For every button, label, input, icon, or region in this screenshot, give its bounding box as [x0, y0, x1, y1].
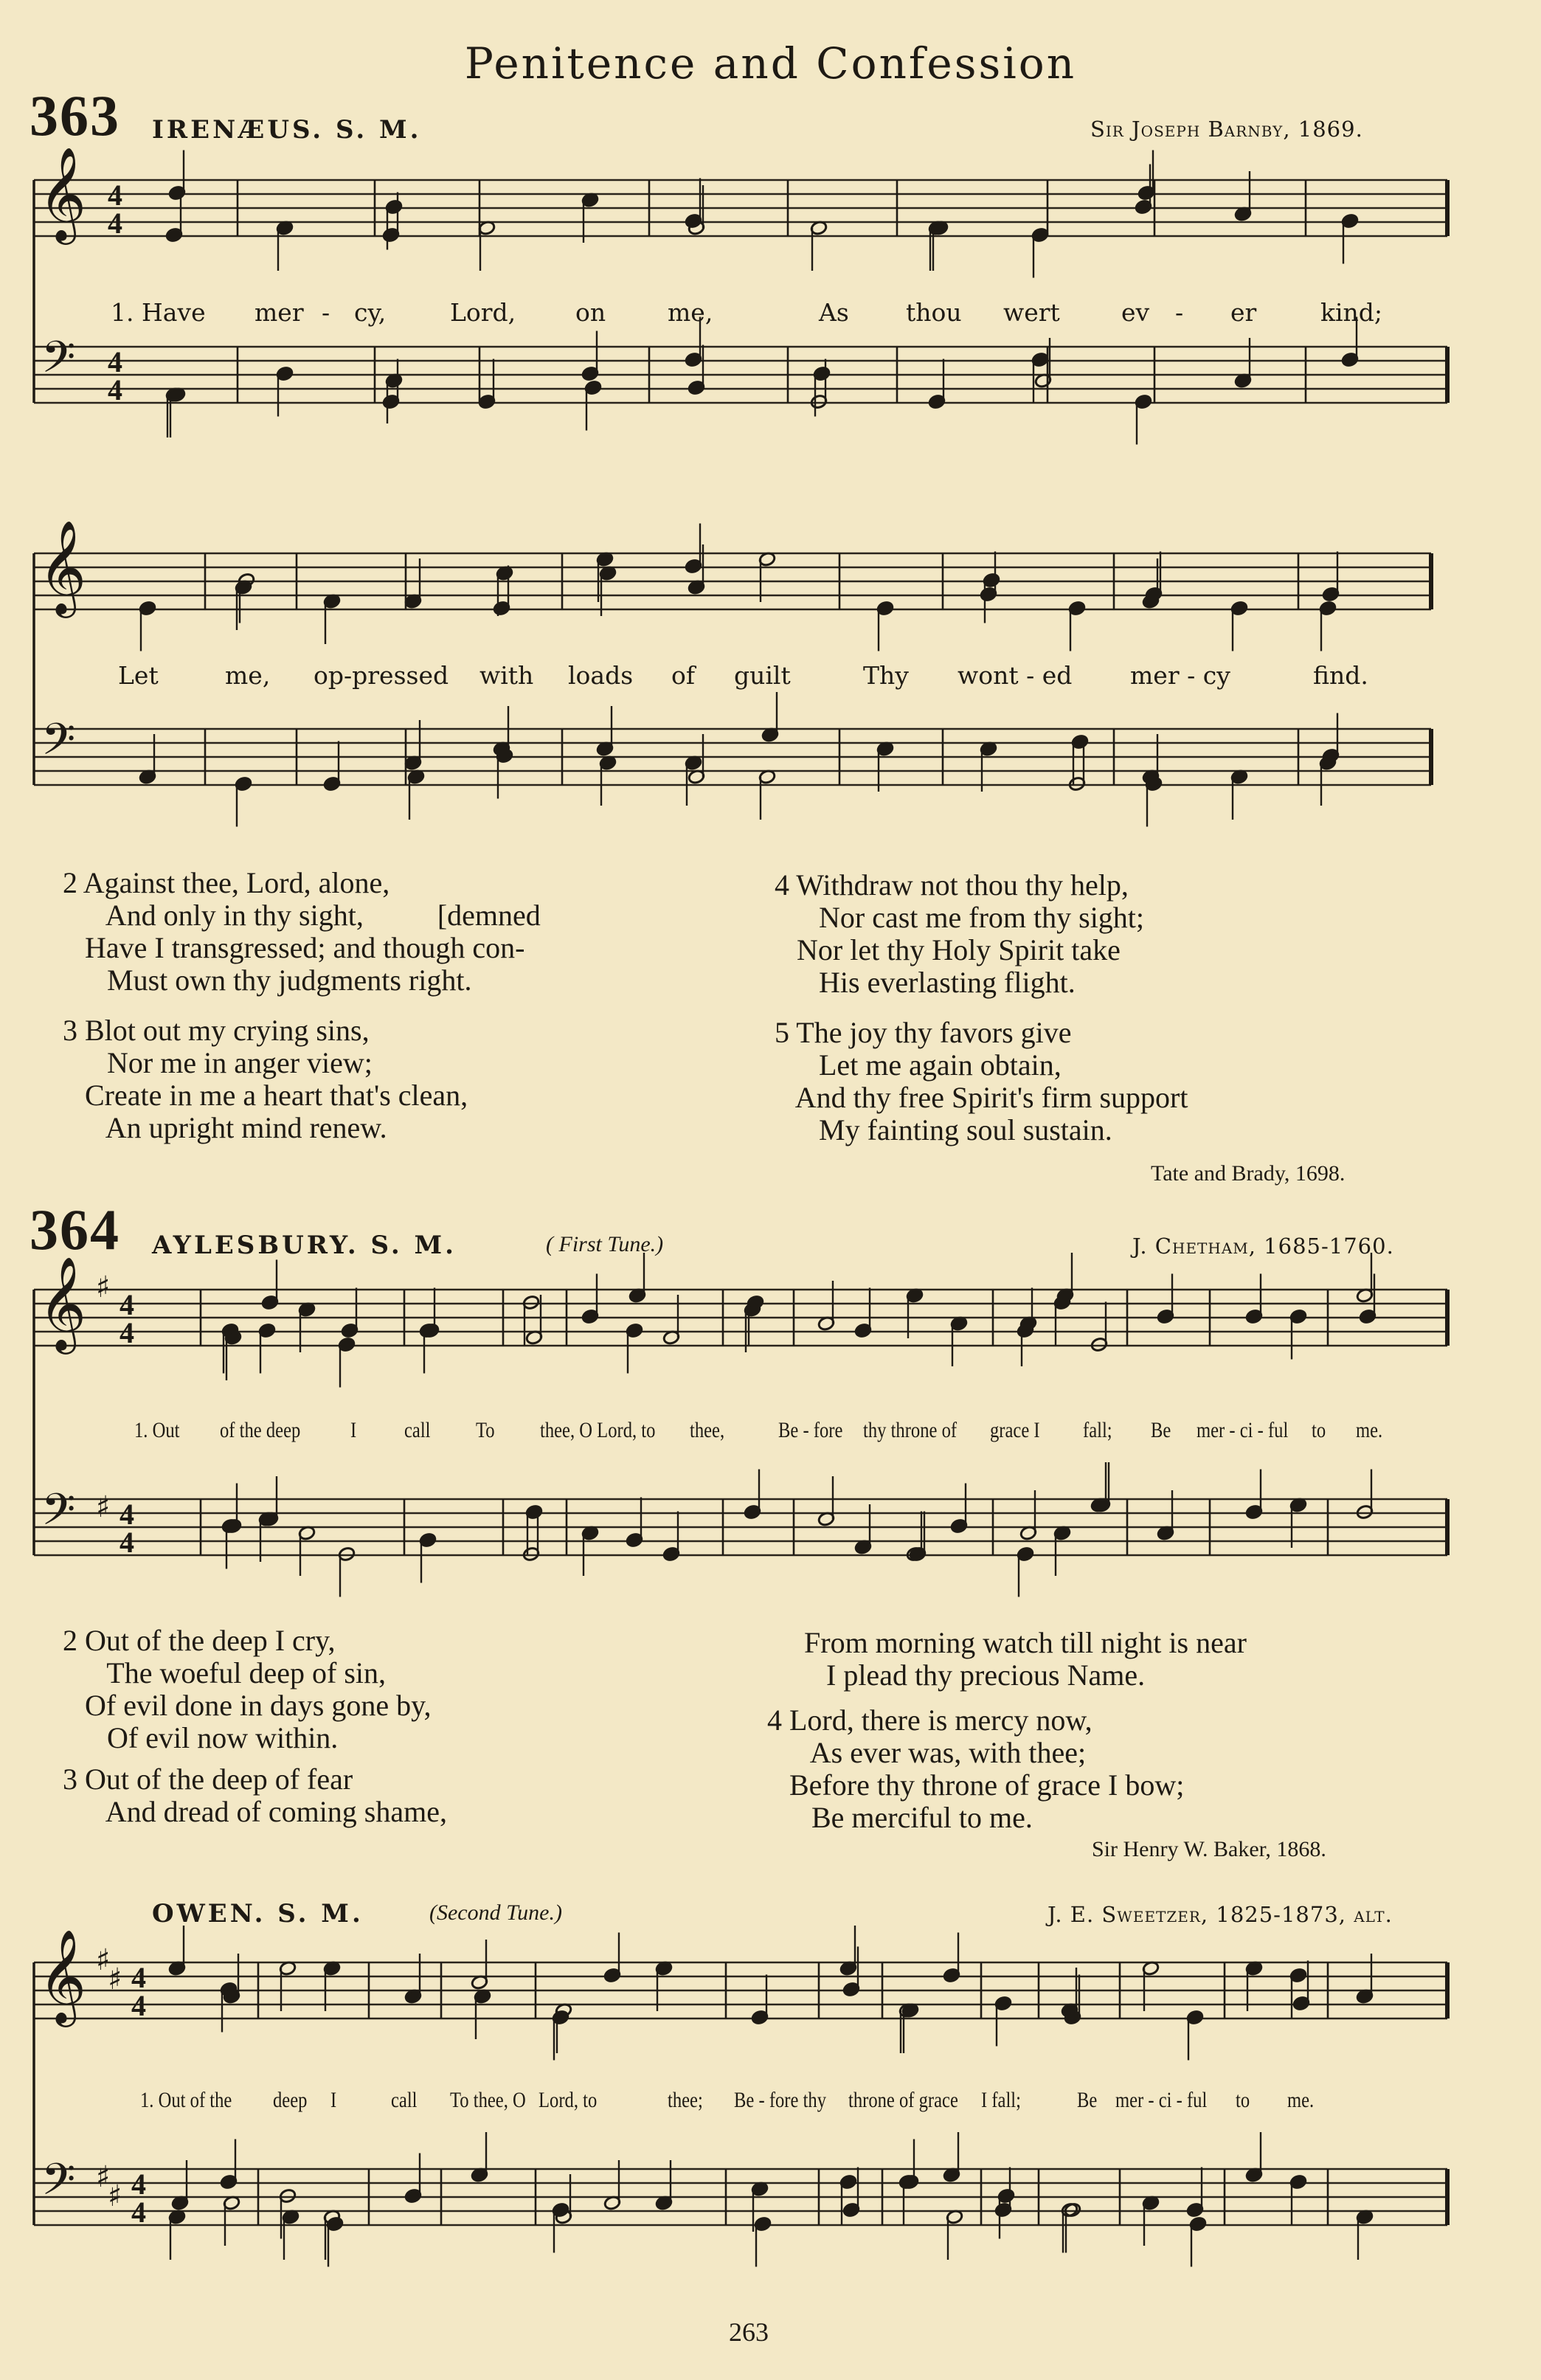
lyric-syllable: Be — [1151, 1418, 1171, 1442]
lyric-syllable: mer - ci - ful — [1115, 2088, 1208, 2112]
time-signature: 4 — [131, 2168, 146, 2201]
lyric-syllable: To thee, O — [450, 2088, 526, 2112]
verse-364-4: 4 Lord, there is mercy now, As ever was, with thee; Before thy throne of grace I bow; Be merciful to me. — [767, 1703, 1185, 1834]
time-signature: 4 — [131, 2196, 146, 2229]
treble-clef-icon: 𝄞 — [38, 519, 87, 614]
staff — [34, 347, 1447, 403]
lyric-syllable: me. — [1356, 1418, 1383, 1442]
lyric-syllable: Lord, — [450, 298, 516, 327]
lyric-syllable: mer - ci - ful — [1197, 1418, 1289, 1442]
lyric-syllable: Be — [1077, 2088, 1098, 2112]
staff — [34, 729, 1431, 785]
composer-364: J. Chetham, 1685-1760. — [1132, 1234, 1394, 1259]
staff — [34, 1499, 1447, 1555]
lyric-syllable: Let — [118, 661, 159, 690]
verse-363-2: 2 Against thee, Lord, alone, And only in thy sight, [demned Have I transgressed; and though con- Must own thy judgments right. — [63, 866, 541, 997]
lyric-syllable: Be - fore thy — [734, 2088, 827, 2112]
bass-clef-icon: 𝄢 — [41, 331, 76, 393]
lyric-syllable: I — [330, 2088, 337, 2112]
lyric-syllable: I — [350, 1418, 357, 1442]
treble-clef-icon: 𝄞 — [38, 146, 87, 241]
lyric-syllable: with — [479, 661, 534, 690]
sharp-icon: ♯ — [96, 2160, 111, 2194]
lyric-syllable: grace I — [990, 1418, 1040, 1442]
lyric-syllable: thee, O Lord, to — [540, 1418, 656, 1442]
hymn-number-363: 363 — [30, 83, 120, 148]
composer-363: Sir Joseph Barnby, 1869. — [1090, 117, 1363, 142]
bass-clef-icon: 𝄢 — [41, 1484, 76, 1546]
time-signature: 4 — [108, 345, 122, 378]
lyric-syllable: thy throne of — [863, 1418, 958, 1442]
lyric-syllable: find. — [1313, 661, 1368, 690]
bass-clef-icon: 𝄢 — [41, 713, 76, 775]
verse-363-4: 4 Withdraw not thou thy help, Nor cast me from thy sight; Nor let thy Holy Spirit take His everlasting flight. — [775, 868, 1145, 999]
verse-364-3: 3 Out of the deep of fear And dread of coming shame, — [63, 1762, 447, 1828]
lyric-syllable: of the deep — [220, 1418, 301, 1442]
time-signature: 4 — [120, 1288, 134, 1321]
lyric-syllable: op-pressed — [314, 661, 449, 690]
lyric-syllable: mer - cy — [1130, 661, 1230, 690]
verse-364-3-cont: From morning watch till night is near I plead thy precious Name. — [804, 1626, 1247, 1692]
lyric-syllable: thou — [906, 298, 962, 327]
lyric-syllable: me, — [225, 661, 271, 690]
lyric-syllable: call — [404, 1418, 431, 1442]
lyric-syllable: to — [1312, 1418, 1326, 1442]
time-signature: 4 — [108, 373, 122, 407]
sharp-icon: ♯ — [108, 1962, 122, 1996]
time-signature: 4 — [108, 179, 122, 212]
author-363: Tate and Brady, 1698. — [1151, 1161, 1346, 1186]
verse-364-2: 2 Out of the deep I cry, The woeful deep of sin, Of evil done in days gone by, Of evil now within. — [63, 1624, 432, 1754]
sharp-icon: ♯ — [96, 1943, 111, 1977]
lyric-syllable: I fall; — [981, 2088, 1021, 2112]
lyric-syllable: of — [671, 661, 696, 690]
lyric-syllable: er — [1230, 298, 1257, 327]
time-signature: 4 — [120, 1316, 134, 1349]
time-signature: 4 — [120, 1526, 134, 1559]
tune-name-owen: OWEN. S. M. — [152, 1899, 364, 1928]
lyric-syllable: wert — [1003, 298, 1060, 327]
bass-clef-icon: 𝄢 — [41, 2154, 76, 2215]
lyric-syllable: ev — [1121, 298, 1150, 327]
time-signature: 4 — [131, 1961, 146, 1994]
time-signature: 4 — [108, 207, 122, 240]
lyric-syllable: 1. Out of the — [140, 2088, 232, 2112]
lyric-syllable: me. — [1287, 2088, 1315, 2112]
lyric-syllable: - — [1175, 298, 1184, 327]
treble-clef-icon: 𝄞 — [38, 1256, 87, 1350]
music-system-363-1 — [0, 146, 1541, 465]
sharp-icon: ♯ — [96, 1490, 111, 1524]
lyric-syllable: As — [819, 298, 849, 327]
tune-name-aylesbury: AYLESBURY. S. M. — [152, 1231, 457, 1260]
lyric-syllable: to — [1236, 2088, 1250, 2112]
lyric-syllable: on — [575, 298, 606, 327]
staff — [34, 1962, 1447, 2018]
page-number: 263 — [729, 2317, 769, 2347]
hymn-number-364: 364 — [30, 1197, 120, 1262]
time-signature: 4 — [120, 1498, 134, 1531]
lyric-syllable: deep — [273, 2088, 308, 2112]
lyric-syllable: loads — [568, 661, 634, 690]
lyric-syllable: Thy — [863, 661, 909, 690]
lyric-syllable: mer — [254, 298, 304, 327]
sharp-icon: ♯ — [108, 2179, 122, 2213]
page-header: Penitence and Confession — [464, 38, 1077, 89]
lyric-syllable: To — [476, 1418, 495, 1442]
lyric-syllable: wont - ed — [958, 661, 1073, 690]
tune-note-first: ( First Tune.) — [546, 1232, 664, 1256]
tune-note-second: (Second Tune.) — [429, 1900, 562, 1925]
staff — [34, 180, 1447, 236]
sharp-icon: ♯ — [96, 1270, 111, 1304]
verse-363-5: 5 The joy thy favors give Let me again obtain, And thy free Spirit's firm support My fainting soul sustain. — [775, 1016, 1188, 1146]
treble-clef-icon: 𝄞 — [38, 1928, 87, 2023]
staff — [34, 1290, 1447, 1346]
lyric-syllable: 1. Out — [134, 1418, 180, 1442]
lyric-syllable: Be - fore — [778, 1418, 843, 1442]
lyric-syllable: throne of grace — [848, 2088, 958, 2112]
lyric-syllable: kind; — [1320, 298, 1383, 327]
lyric-syllable: cy, — [354, 298, 387, 327]
verse-363-3: 3 Blot out my crying sins, Nor me in anger view; Create in me a heart that's clean, An upright mind renew. — [63, 1014, 468, 1144]
staff — [34, 2169, 1447, 2225]
author-364: Sir Henry W. Baker, 1868. — [1092, 1837, 1326, 1861]
tune-name-irenaeus: IRENÆUS. S. M. — [152, 115, 422, 145]
lyric-syllable: thee, — [690, 1418, 725, 1442]
time-signature: 4 — [131, 1989, 146, 2022]
lyric-syllable: call — [391, 2088, 418, 2112]
lyric-syllable: Lord, to — [539, 2088, 598, 2112]
lyric-syllable: thee; — [668, 2088, 703, 2112]
lyric-syllable: fall; — [1083, 1418, 1112, 1442]
composer-owen: J. E. Sweetzer, 1825-1873, alt. — [1047, 1902, 1393, 1927]
lyric-syllable: me, — [668, 298, 713, 327]
lyric-syllable: 1. Have — [111, 298, 206, 327]
lyric-syllable: - — [322, 298, 330, 327]
lyric-syllable: guilt — [734, 661, 791, 690]
